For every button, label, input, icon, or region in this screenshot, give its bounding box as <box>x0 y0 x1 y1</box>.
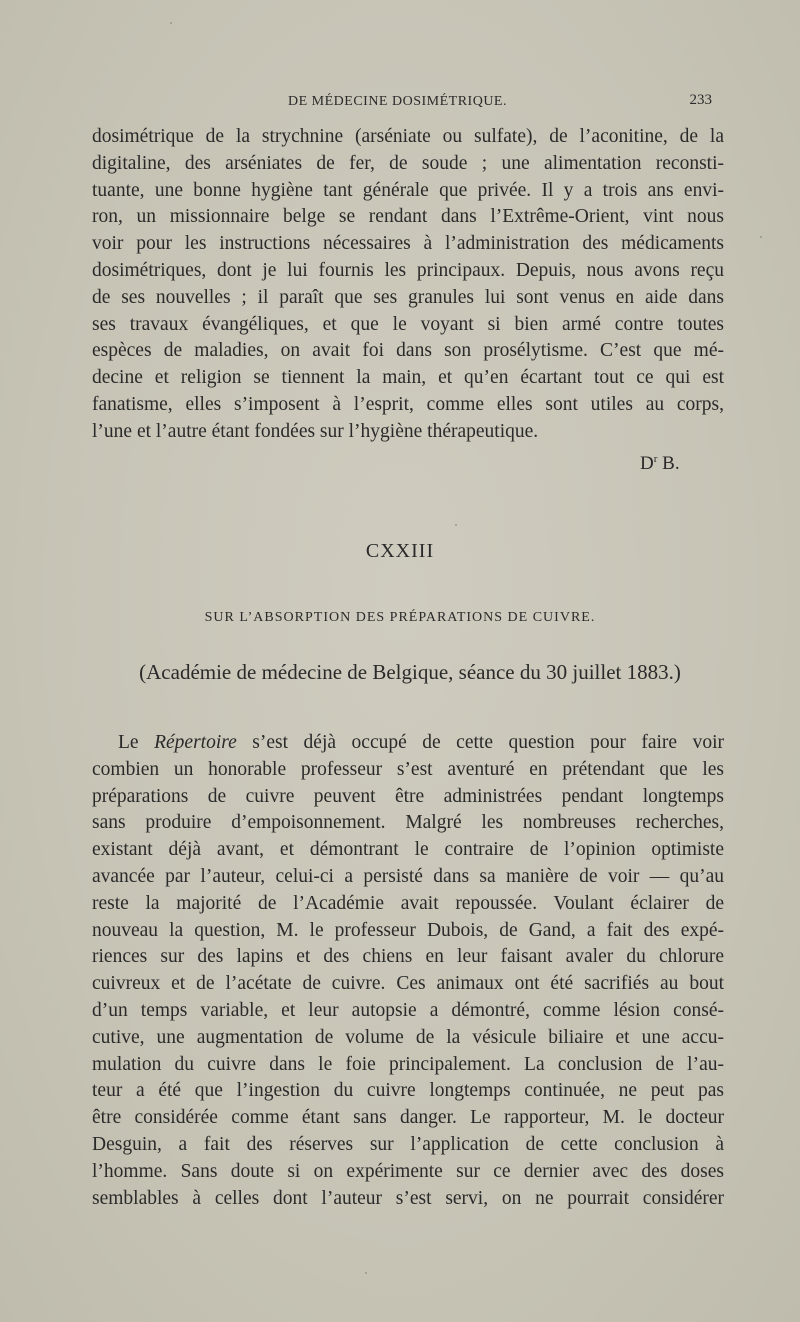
text-line: reste la majorité de l’Académie avait repoussée. Voulant éclairer de <box>92 892 724 914</box>
text-line: teur a été que l’ingestion du cuivre longtemps continuée, ne peut pas <box>92 1080 724 1102</box>
text-line: l’une et l’autre étant fondées sur l’hygiène thérapeutique. <box>92 420 539 442</box>
text-line: ses travaux évangéliques, et que le voyant si bien armé contre toutes <box>92 313 724 335</box>
text-line: avancée par l’auteur, celui-ci a persisté dans sa manière de voir — qu’au <box>92 865 724 887</box>
text-line: semblables à celles dont l’auteur s’est servi, on ne pourrait considérer <box>92 1187 724 1209</box>
paper-speck <box>365 1272 367 1274</box>
text-line: sans produire d’empoisonnement. Malgré les nombreuses recherches, <box>92 812 724 834</box>
text-line: Desguin, a fait des réserves sur l’application de cette conclusion à <box>92 1133 724 1155</box>
text-line: nouveau la question, M. le professeur Dubois, de Gand, a fait des expé- <box>92 919 724 941</box>
signature-name: B. <box>657 453 680 474</box>
paper-speck <box>760 236 762 238</box>
chapter-title: SUR L’ABSORPTION DES PRÉPARATIONS DE CUIVRE. <box>204 610 596 625</box>
chapter-number: CXXIII <box>365 540 435 562</box>
text-line: riences sur des lapins et des chiens en leur faisant avaler du chlorure <box>92 946 724 968</box>
text-run: Le <box>118 732 155 753</box>
text-line: de ses nouvelles ; il paraît que ses granules lui sont venus en aide dans <box>92 286 724 308</box>
signature-prefix: D <box>640 453 654 474</box>
text-line: préparations de cuivre peuvent être administrées pendant longtemps <box>92 785 724 807</box>
running-header <box>92 92 712 114</box>
first-paragraph <box>92 124 724 446</box>
text-line: cutive, une augmentation de volume de la vésicule biliaire et une accu- <box>92 1026 724 1048</box>
text-line: ron, un missionnaire belge se rendant dans l’Extrême-Orient, vint nous <box>92 206 724 228</box>
paper-speck <box>455 524 457 526</box>
text-line: d’un temps variable, et leur autopsie a démontré, comme lésion consé- <box>92 999 724 1021</box>
chapter-source: (Académie de médecine de Belgique, séance du 30 juillet 1883.) <box>139 660 681 684</box>
text-line: l’homme. Sans doute si on expérimente sur ce dernier avec des doses <box>92 1160 724 1182</box>
text-line: combien un honorable professeur s’est aventuré en prétendant que les <box>92 758 724 780</box>
signature-superscript: r <box>653 453 658 465</box>
paper-speck <box>170 22 172 24</box>
journal-title: Répertoire <box>154 732 237 753</box>
text-line: existant déjà avant, et démontrant le contraire de l’opinion optimiste <box>92 839 724 861</box>
text-run: s’est déjà occupé de cette question pour faire voir <box>236 732 724 753</box>
text-line: espèces de maladies, on avait foi dans son prosélytisme. C’est que mé- <box>92 340 724 362</box>
text-line: decine et religion se tiennent la main, et qu’en écartant tout ce qui est <box>92 367 724 389</box>
text-line: être considérée comme étant sans danger. Le rapporteur, M. le docteur <box>92 1107 724 1129</box>
text-line: dosimétrique de la strychnine (arséniate ou sulfate), de l’aconitine, de la <box>92 126 724 147</box>
running-title: DE MÉDECINE DOSIMÉTRIQUE. <box>288 94 507 109</box>
text-line: cuivreux et de l’acétate de cuivre. Ces animaux ont été sacrifiés au bout <box>92 973 724 995</box>
text-line: tuante, une bonne hygiène tant générale que privée. Il y a trois ans envi- <box>92 179 724 201</box>
author-signature <box>640 453 680 475</box>
text-line: voir pour les instructions nécessaires à l’administration des médicaments <box>92 233 724 255</box>
text-line: mulation du cuivre dans le foie principalement. La conclusion de l’au- <box>92 1053 724 1075</box>
text-line: fanatisme, elles s’imposent à l’esprit, comme elles sont utiles au corps, <box>92 393 724 415</box>
text-line: dosimétriques, dont je lui fournis les principaux. Depuis, nous avons reçu <box>92 259 724 281</box>
page-number: 233 <box>689 92 712 108</box>
text-line: digitaline, des arséniates de fer, de soude ; une alimentation reconsti- <box>92 152 724 174</box>
text-line-first <box>92 730 724 757</box>
second-paragraph <box>92 730 724 1212</box>
